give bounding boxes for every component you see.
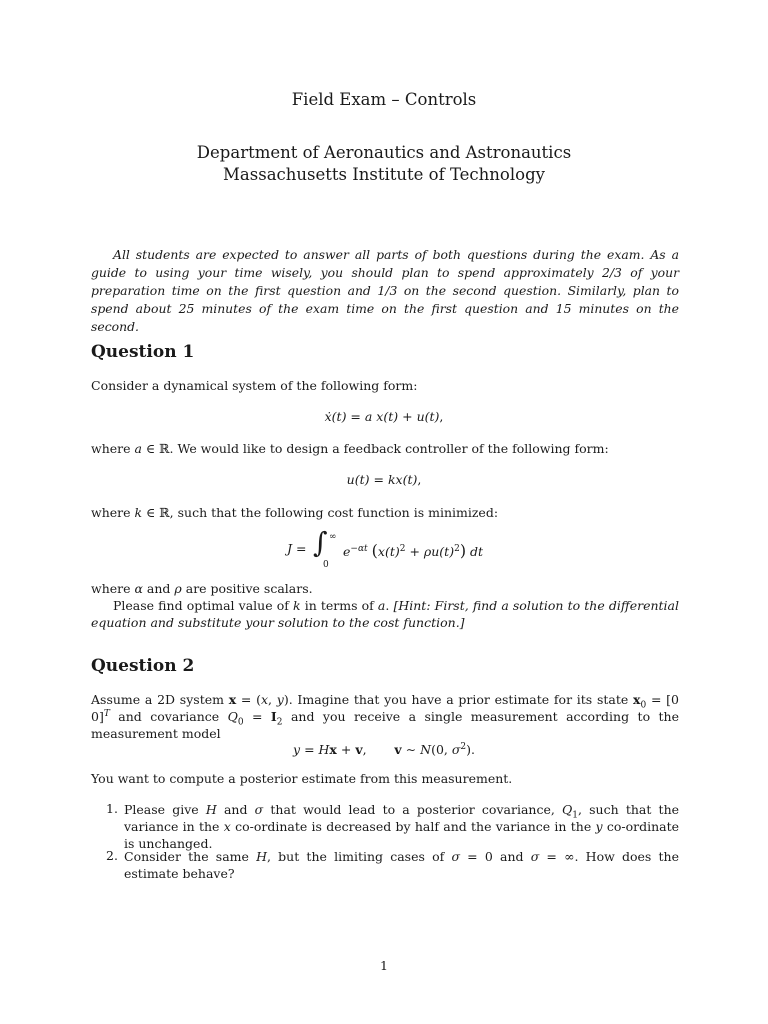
q1-intro: Consider a dynamical system of the following form: xyxy=(91,378,418,393)
institute-name: Massachusetts Institute of Technology xyxy=(223,165,545,184)
instructions-paragraph: All students are expected to answer all parts of both questions during the exam. As a guide to using your time wisely, you should plan to spend approximately 2/3 of your preparation time on the first question and 1/3 on the second question. Similarly, plan to spend about 25 minutes of the exam time on the first question and 15 minutes on the second. xyxy=(91,247,679,334)
question-1-heading: Question 1 xyxy=(91,342,195,362)
q1-controller-equation: u(t) = kx(t), xyxy=(346,472,422,487)
page-number: 1 xyxy=(380,958,388,973)
integral-sign: ∫ xyxy=(313,526,328,559)
q2-item-2: Consider the same H, but the limiting cases of σ = 0 and σ = ∞. How does the estimate behave? xyxy=(124,849,679,881)
q1-where-alpha: where α and ρ are positive scalars. xyxy=(91,581,313,596)
q1-cost-function: J = ∫ ∞ 0 $e^{-\alpha t}$ $(x(t)^2 + \rho u(t)^2)$ dt xyxy=(287,526,484,570)
q2-setup: Assume a 2D system x = (x, y). Imagine that you have a prior estimate for its state $x_0 = [0$ 0]$^T$ and covariance $Q_0 = I_2$ and you receive a single measurement according to the measurement model xyxy=(91,692,679,741)
q2-item-2-number: 2. xyxy=(106,848,118,863)
q1-task: Please find optimal value of k in terms of a. [Hint: First, find a solution to the differential equation and substitute your solution to the cost function.] xyxy=(91,598,679,630)
department-name: Department of Aeronautics and Astronautics xyxy=(196,143,572,162)
q2-compute: You want to compute a posterior estimate from this measurement. xyxy=(91,771,513,786)
q1-system-equation: ẋ(t) = a x(t) + u(t), xyxy=(324,409,444,424)
q1-where-k: where k ∈ ℝ, such that the following cost function is minimized: xyxy=(91,505,499,520)
q1-where-a: where a ∈ ℝ. We would like to design a feedback controller of the following form: xyxy=(91,441,609,456)
q2-item-1: Please give H and σ that would lead to a posterior covariance, $Q_1$, such that the variance in the x co-ordinate is decreased by half and the variance in the y co-ordinate is unchanged. xyxy=(124,802,680,851)
department-block xyxy=(0,142,768,186)
q2-measurement-model: y = Hx + v, v ∼ N(0, $\sigma^2$). xyxy=(293,741,475,757)
exam-title: Field Exam – Controls xyxy=(291,90,477,109)
question-2-heading: Question 2 xyxy=(91,656,195,676)
q2-item-1-number: 1. xyxy=(106,801,118,816)
